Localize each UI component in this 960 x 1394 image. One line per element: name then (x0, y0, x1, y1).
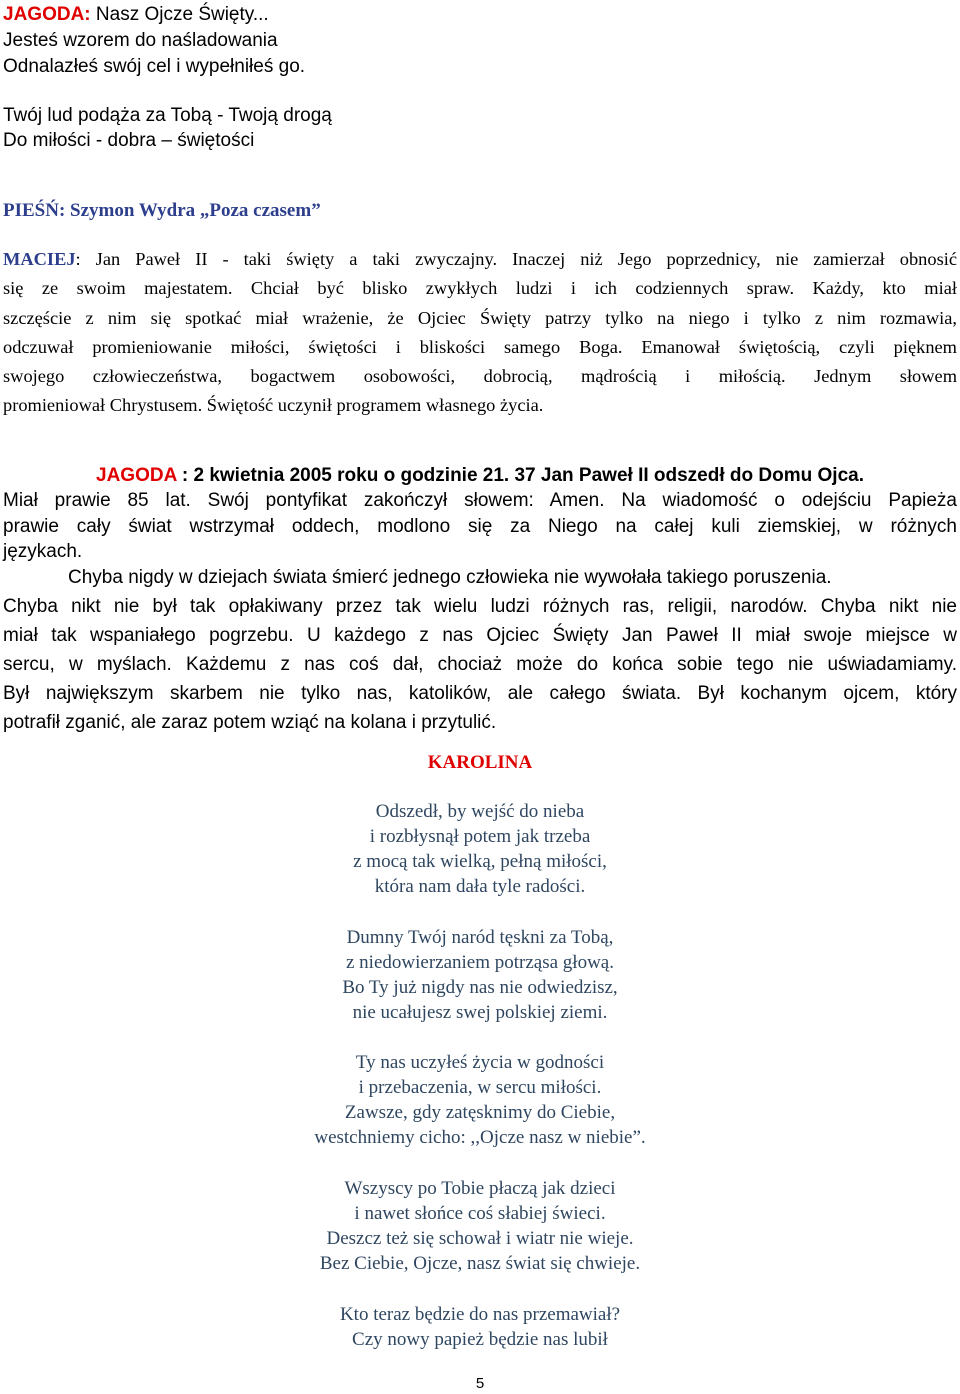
karolina-heading: KAROLINA (427, 752, 533, 773)
heading-text: : 2 kwietnia 2005 roku o godzinie 21. 37 Jan Paweł II odszedł do Domu Ojca. (176, 465, 864, 486)
poem-line: Deszcz też się schował i wiatr nie wieje. (326, 1228, 634, 1249)
speaker-label: JAGODA: (3, 4, 91, 25)
poem-line: Bo Ty już nigdy nas nie odwiedzisz, (342, 977, 618, 998)
poem-line: z mocą tak wielką, pełną miłości, (353, 851, 607, 872)
paragraph-line: Chyba nikt nie był tak opłakiwany przez tak wielu ludzi różnych ras, religii, narodów. Chyba nikt nie (3, 596, 957, 617)
text-line: Do miłości - dobra – świętości (3, 130, 255, 151)
paragraph-line: językach. (3, 541, 83, 562)
paragraph-line: szczęście z nim się spotkać miał wrażenie, że Ojciec Święty patrzy tylko na niego i tylko z nim rozmawia, (3, 308, 957, 328)
speaker-label: JAGODA (96, 465, 177, 486)
poem-line: która nam dała tyle radości. (374, 876, 586, 897)
paragraph-line: potrafił zganić, ale zaraz potem wziąć na kolana i przytulić. (3, 712, 497, 733)
poem-line: z niedowierzaniem potrząsa głową. (346, 952, 614, 973)
poem-line: Zawsze, gdy zatęsknimy do Ciebie, (344, 1102, 616, 1123)
text-line: Twój lud podąża za Tobą - Twoją drogą (3, 105, 332, 126)
poem-line: Ty nas uczyłeś życia w godności (355, 1052, 605, 1073)
paragraph-line: swojego człowieczeństwa, bogactwem osobowości, dobrocią, mądrością i miłością. Jednym słowem (3, 366, 957, 386)
song-title: PIEŚŃ: Szymon Wydra „Poza czasem” (3, 200, 321, 221)
maciej-line-1 (3, 249, 957, 270)
paragraph-line: prawie cały świat wstrzymał oddech, modlono się za Niego na całej kuli ziemskiej, w różnych (3, 516, 957, 537)
text-line: : Jan Paweł II - taki święty a taki zwyczajny. Inaczej niż Jego poprzednicy, nie zamierzał obnosić (75, 249, 957, 269)
poem-line: Kto teraz będzie do nas przemawiał? (339, 1304, 621, 1325)
text-line: Nasz Ojcze Święty... (95, 4, 269, 25)
poem-line: Odszedł, by wejść do nieba (375, 801, 585, 822)
paragraph-line: miał tak wspaniałego pogrzebu. U każdego z nas Ojciec Święty Jan Paweł II miał swoje miejsce w (3, 625, 957, 646)
paragraph-line: promieniował Chrystusem. Świętość uczynił programem własnego życia. (3, 395, 544, 415)
paragraph-line: Był największym skarbem nie tylko nas, katolików, ale całego świata. Był kochanym ojcem, który (3, 683, 957, 704)
poem-line: Wszyscy po Tobie płaczą jak dzieci (344, 1178, 616, 1199)
paragraph-line: sercu, w myślach. Każdemu z nas coś dał, chociaż może do końca sobie tego nie uświadamiamy. (3, 654, 957, 675)
poem-line: nie ucałujesz swej polskiej ziemi. (352, 1002, 608, 1023)
poem-line: westchniemy cicho: ,,Ojcze nasz w niebie”. (314, 1127, 646, 1148)
paragraph-line: Chyba nigdy w dziejach świata śmierć jednego człowieka nie wywołała takiego poruszenia. (68, 567, 832, 588)
jagoda-heading (0, 465, 960, 487)
paragraph-line: się ze swoim majestatem. Chciał być blisko zwykłych ludzi i ich codziennych spraw. Każdy, kto miał (3, 278, 957, 298)
speaker-label: MACIEJ (3, 249, 76, 269)
text-line: Jesteś wzorem do naśladowania (3, 30, 278, 51)
page-number: 5 (475, 1375, 485, 1392)
paragraph-line: Miał prawie 85 lat. Swój pontyfikat zakończył słowem: Amen. Na wiadomość o odejściu Papieża (3, 490, 957, 511)
poem-line: Czy nowy papież będzie nas lubił (352, 1329, 608, 1350)
poem-line: Bez Ciebie, Ojcze, nasz świat się chwieje. (319, 1253, 641, 1274)
paragraph-line: odczuwał promieniowanie miłości, świętości i bliskości samego Boga. Emanował świętością, czyli pięknem (3, 337, 957, 357)
poem-line: i nawet słońce coś słabiej świeci. (354, 1203, 606, 1224)
poem-line: Dumny Twój naród tęskni za Tobą, (346, 927, 614, 948)
poem-line: i rozbłysnął potem jak trzeba (369, 826, 591, 847)
jagoda-intro-line (3, 4, 269, 26)
poem-line: i przebaczenia, w sercu miłości. (358, 1077, 602, 1098)
text-line: Odnalazłeś swój cel i wypełniłeś go. (3, 56, 306, 77)
